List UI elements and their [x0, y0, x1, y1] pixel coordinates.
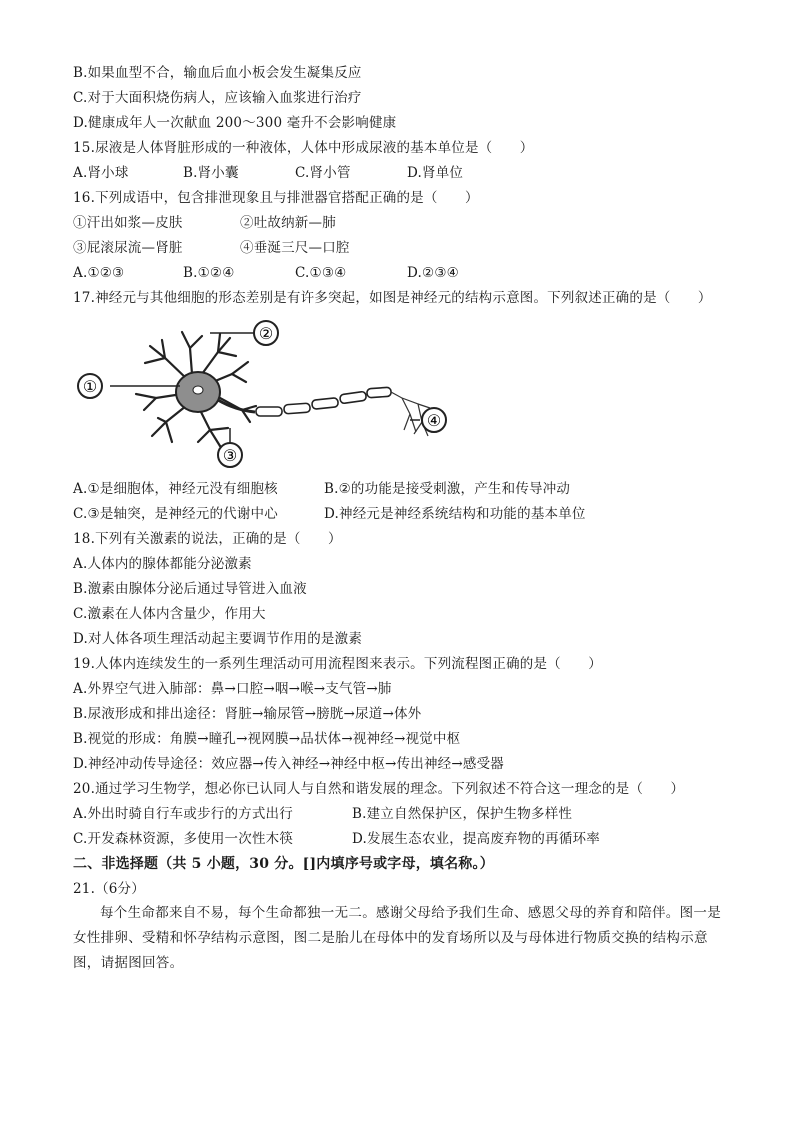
q19-stem: 19.人体内连续发生的一系列生理活动可用流程图来表示。下列流程图正确的是（ ） [73, 656, 602, 672]
q18-option-c: C.激素在人体内含量少，作用大 [73, 606, 266, 622]
neuron-diagram [70, 318, 460, 468]
q20-option-d: D.发展生态农业，提高废弃物的再循环率 [352, 831, 600, 847]
section-heading: 二、非选择题（共 5 小题，30 分。[]内填序号或字母，填名称。） [73, 856, 494, 872]
q18-option-d: D.对人体各项生理活动起主要调节作用的是激素 [73, 631, 363, 647]
q19-option-b: B.尿液形成和排出途径：肾脏→输尿管→膀胱→尿道→体外 [73, 706, 422, 722]
q16-option-b: B.①②④ [183, 265, 235, 281]
label-2: ② [258, 324, 274, 343]
q14-option-d: D.健康成年人一次献血 200～300 毫升不会影响健康 [73, 115, 397, 131]
q16-option-c: C.①③④ [295, 265, 347, 281]
q15-option-c: C.肾小管 [295, 165, 351, 181]
q16-item-2: ②吐故纳新—肺 [240, 215, 336, 231]
q20-option-c: C.开发森林资源，多使用一次性木筷 [73, 831, 294, 847]
q14-option-b: B.如果血型不合，输血后血小板会发生凝集反应 [73, 65, 362, 81]
label-4: ④ [426, 411, 442, 430]
q16-item-4: ④垂涎三尺—口腔 [240, 240, 350, 256]
q18-stem: 18.下列有关激素的说法，正确的是（ ） [73, 531, 342, 547]
q20-stem: 20.通过学习生物学，想必你已认同人与自然和谐发展的理念。下列叙述不符合这一理念的是（ ） [73, 781, 685, 797]
q16-item-3: ③屁滚尿流—肾脏 [73, 240, 183, 256]
q17-option-b: B.②的功能是接受刺激，产生和传导冲动 [324, 481, 571, 497]
q19-option-c: B.视觉的形成：角膜→瞳孔→视网膜→品状体→视神经→视觉中枢 [73, 731, 461, 747]
label-3: ③ [222, 446, 238, 465]
q16-item-1: ①汗出如浆—皮肤 [73, 215, 183, 231]
q20-option-a: A.外出时骑自行车或步行的方式出行 [73, 806, 293, 822]
q17-option-d: D.神经元是神经系统结构和功能的基本单位 [324, 506, 586, 522]
q16-option-d: D.②③④ [407, 265, 459, 281]
q21-paragraph: 每个生命都来自不易，每个生命都独一无二。感谢父母给予我们生命、感恩父母的养育和陪伴。图一是女性排卵、受精和怀孕结构示意图，图二是胎儿在母体中的发育场所以及与母体进行物质交换的结构示意图，请据图回答。 [73, 905, 721, 971]
q17-option-c: C.③是轴突，是神经元的代谢中心 [73, 506, 278, 522]
q21-number: 21.（6分） [73, 881, 145, 897]
q17-option-a: A.①是细胞体，神经元没有细胞核 [73, 481, 278, 497]
q20-option-b: B.建立自然保护区，保护生物多样性 [352, 806, 573, 822]
q17-stem: 17.神经元与其他细胞的形态差别是有许多突起，如图是神经元的结构示意图。下列叙述正确的是（ ） [73, 290, 712, 306]
q16-stem: 16.下列成语中，包含排泄现象且与排泄器官搭配正确的是（ ） [73, 190, 479, 206]
q18-option-a: A.人体内的腺体都能分泌激素 [73, 556, 252, 572]
q15-option-b: B.肾小囊 [183, 165, 239, 181]
q15-option-d: D.肾单位 [407, 165, 464, 181]
q19-option-a: A.外界空气进入肺部：鼻→口腔→咽→喉→支气管→肺 [73, 681, 392, 697]
q15-option-a: A.肾小球 [73, 165, 129, 181]
q18-option-b: B.激素由腺体分泌后通过导管进入血液 [73, 581, 307, 597]
label-1: ① [82, 377, 98, 396]
q15-stem: 15.尿液是人体肾脏形成的一种液体，人体中形成尿液的基本单位是（ ） [73, 140, 534, 156]
q14-option-c: C.对于大面积烧伤病人，应该输入血浆进行治疗 [73, 90, 362, 106]
q16-option-a: A.①②③ [73, 265, 125, 281]
q19-option-d: D.神经冲动传导途径：效应器→传入神经→神经中枢→传出神经→感受器 [73, 756, 504, 772]
